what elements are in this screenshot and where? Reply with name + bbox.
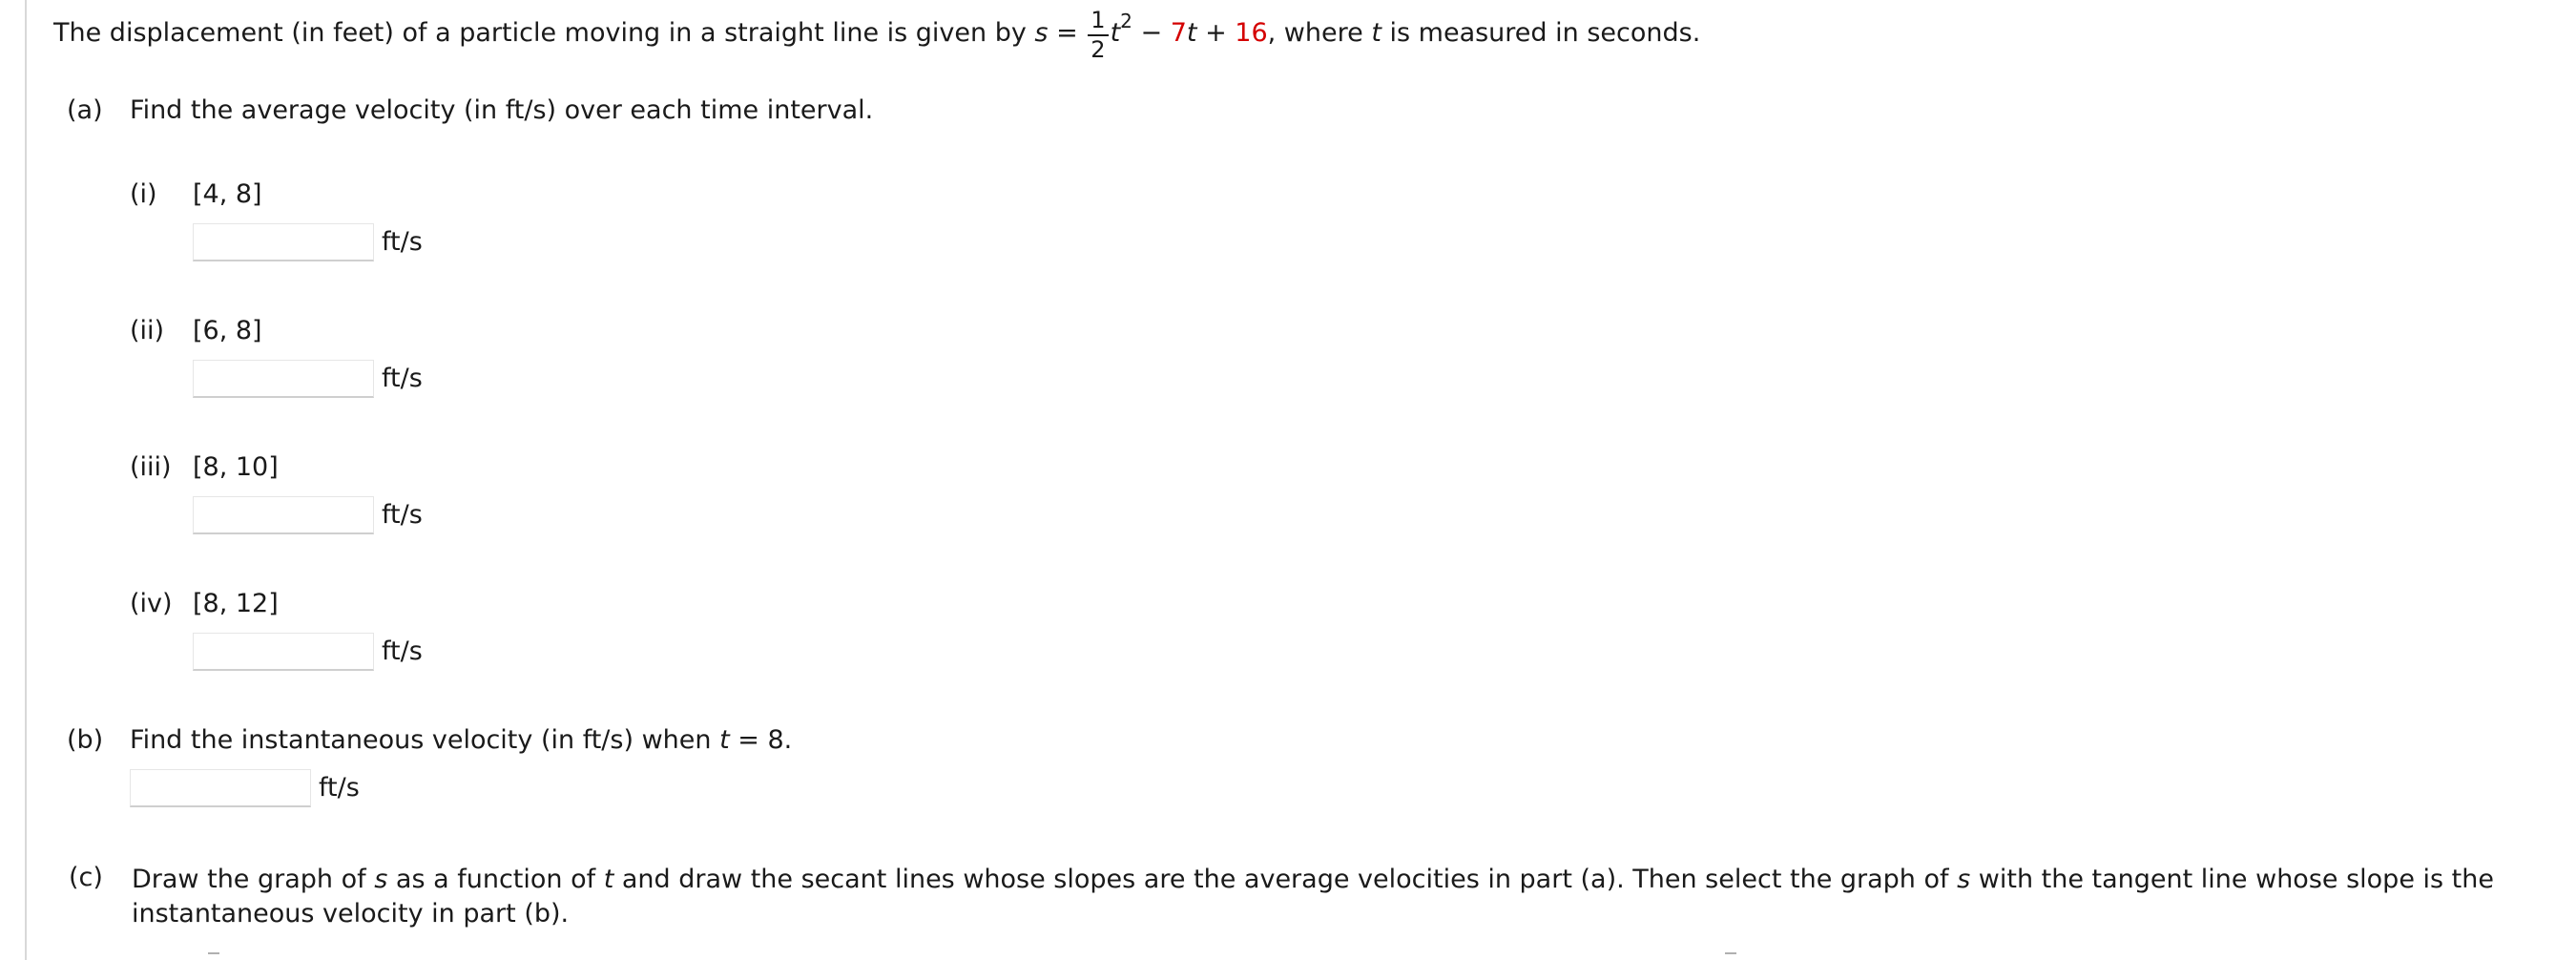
graph-option-edge-2 [1725,952,1736,960]
interval-iii-range: [8, 10] [193,452,279,482]
part-c-text-2: as a function of [387,865,604,894]
part-c-text-3: and draw the secant lines whose slopes are the average velocities in part (a). Then select the graph of [613,865,1958,894]
graph-option-edge-1 [208,952,219,960]
interval-i-tag: (i) [130,179,157,209]
interval-iv-answer-row [193,633,423,671]
interval-iv-tag: (iv) [130,589,173,618]
coefficient-7: 7 [1170,17,1187,48]
equals-sign: = [1048,17,1087,48]
interval-iv-answer-input[interactable] [193,633,374,671]
interval-i-answer-row [193,223,423,261]
part-c-s-variable-2: s [1957,865,1971,894]
interval-iii-tag: (iii) [130,452,172,482]
part-c-s-variable: s [374,865,388,894]
t-variable-3: t [1371,17,1381,48]
part-c-text-1: Draw the graph of [132,865,375,894]
part-b-tag: (b) [67,725,104,755]
interval-i-range: [4, 8] [193,179,262,209]
interval-ii-answer-row [193,360,423,398]
part-b-heading [67,725,792,755]
part-b-prompt-end: = 8. [729,725,793,755]
minus-sign: − [1132,17,1171,48]
part-a-prompt: Find the average velocity (in ft/s) over each time interval. [130,95,874,125]
interval-iii-answer-row [193,496,423,534]
problem-statement [53,6,1701,63]
part-b-t-variable: t [719,725,730,755]
question-panel [25,0,2576,960]
interval-ii-tag: (ii) [130,316,165,345]
t-variable: t [1110,17,1121,48]
fraction-denominator: 2 [1091,35,1106,63]
fraction-numerator: 1 [1091,6,1106,33]
instantaneous-velocity-input[interactable] [130,769,311,807]
interval-iv-label [130,589,279,618]
interval-ii-unit: ft/s [382,364,423,393]
plus-sign: + [1196,17,1236,48]
interval-iii-answer-input[interactable] [193,496,374,534]
interval-ii-label [130,316,262,345]
interval-iv-range: [8, 12] [193,589,279,618]
interval-ii-range: [6, 8] [193,316,262,345]
constant-16: 16 [1235,17,1268,48]
exponent: 2 [1120,10,1132,32]
interval-iii-unit: ft/s [382,500,423,530]
interval-iv-unit: ft/s [382,637,423,666]
part-b-prompt: Find the instantaneous velocity (in ft/s) when [130,725,720,755]
part-c-prompt [132,863,2498,931]
interval-i-unit: ft/s [382,227,423,257]
intro-text-2: , where [1267,17,1372,48]
t-variable-2: t [1186,17,1197,48]
interval-i-answer-input[interactable] [193,223,374,261]
part-c-t-variable: t [603,865,614,894]
part-b-unit: ft/s [319,773,360,803]
interval-i-label [130,179,262,209]
part-a-heading [67,95,873,125]
fraction-one-half [1088,6,1108,63]
part-c-text-4: with the tangent line whose slope is the instantaneous velocity in part (b). [132,865,2494,929]
interval-ii-answer-input[interactable] [193,360,374,398]
s-variable: s [1034,17,1049,48]
intro-text-3: is measured in seconds. [1381,17,1701,48]
intro-text: The displacement (in feet) of a particle moving in a straight line is given by [53,17,1035,48]
part-b-answer-row [130,769,360,807]
part-c-tag: (c) [69,863,103,892]
part-a-tag: (a) [67,95,103,125]
interval-iii-label [130,452,279,482]
